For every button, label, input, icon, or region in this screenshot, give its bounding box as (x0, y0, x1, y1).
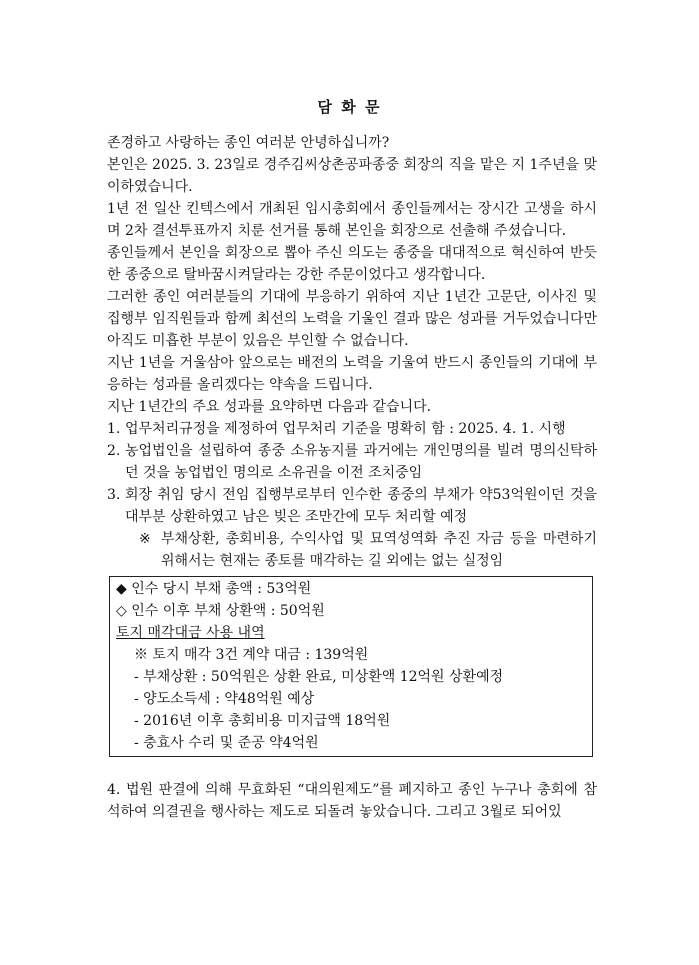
document-body (107, 132, 597, 823)
list-item (107, 418, 597, 440)
land-sale-line: - 충효사 수리 및 준공 약4억원 (134, 735, 319, 751)
item-text: 업무처리규정을 제정하여 업무처리 기준을 명확히 함 : 2025. 4. 1. 시행 (125, 421, 566, 437)
land-sale-line: - 2016년 이후 총회비용 미지급액 18억원 (134, 713, 391, 729)
paragraph-anniversary: 본인은 2025. 3. 23일로 경주김씨상촌공파종중 회장의 직을 맡은 지 1주년을 맞이하였습니다. (107, 157, 597, 195)
item-text: 농업법인을 설립하여 종중 소유농지를 과거에는 개인명의를 빌려 명의신탁하던 것을 농업법인 명의로 소유권을 이전 조치중임 (125, 443, 597, 481)
note (139, 528, 597, 572)
land-sale-line: ※ 토지 매각 3건 계약 대금 : 139억원 (134, 647, 369, 663)
debt-total-line: ◆ 인수 당시 부채 총액 : 53억원 (116, 581, 312, 597)
item-number: 2. (107, 443, 121, 459)
document-title: 담 화 문 (317, 98, 382, 116)
item-number: 3. (107, 487, 121, 503)
note-symbol: ※ (139, 531, 151, 547)
list-item (107, 484, 597, 528)
paragraph-efforts: 그러한 종인 여러분들의 기대에 부응하기 위하여 지난 1년간 고문단, 이사진 및 집행부 임직원들과 함께 최선의 노력을 기울인 결과 많은 성과를 거두었습니다만 아직도 미흡한 부분이 있음은 부인할 수 없습니다. (107, 289, 597, 349)
paragraph-greeting: 존경하고 사랑하는 종인 여러분 안녕하십니까? (107, 135, 390, 151)
land-sale-line: - 부채상환 : 50억원은 상환 완료, 미상환액 12억원 상환예정 (134, 669, 504, 685)
paragraph-intent: 종인들께서 본인을 회장으로 뽑아 주신 의도는 종중을 대대적으로 혁신하여 반듯한 종중으로 탈바꿈시켜달라는 강한 주문이었다고 생각합니다. (107, 245, 597, 283)
land-sale-line: - 양도소득세 : 약48억원 예상 (134, 691, 315, 707)
note-text: 부채상환, 총회비용, 수익사업 및 묘역성역화 추진 자금 등을 마련하기 위해서는 현재는 종토를 매각하는 길 외에는 없는 실정임 (161, 531, 597, 569)
paragraph-election: 1년 전 일산 킨텍스에서 개최된 임시총회에서 종인들께서는 장시간 고생을 하시며 2차 결선투표까지 치룬 선거를 통해 본인을 회장으로 선출해 주셨습니다. (107, 201, 597, 239)
paragraph-promise: 지난 1년을 거울삼아 앞으로는 배전의 노력을 기울여 반드시 종인들의 기대에 부응하는 성과를 올리겠다는 약속을 드립니다. (107, 355, 597, 393)
land-sale-heading: 토지 매각대금 사용 내역 (116, 625, 265, 641)
debt-summary-box (109, 576, 593, 757)
paragraph-summary-intro: 지난 1년간의 주요 성과를 요약하면 다음과 같습니다. (107, 399, 432, 415)
debt-repaid-line: ◇ 인수 이후 부채 상환액 : 50억원 (116, 603, 325, 619)
list-item (107, 440, 597, 484)
paragraph-item4: 4. 법원 판결에 의해 무효화된 “대의원제도”를 폐지하고 종인 누구나 총회에 참석하여 의결권을 행사하는 제도로 되돌려 놓았습니다. 그리고 3월로 되어있 (107, 782, 597, 820)
item-number: 1. (107, 421, 121, 437)
item-text: 회장 취임 당시 전임 집행부로부터 인수한 종중의 부채가 약53억원이던 것을 대부분 상환하였고 남은 빚은 조만간에 모두 처리할 예정 (125, 487, 597, 525)
